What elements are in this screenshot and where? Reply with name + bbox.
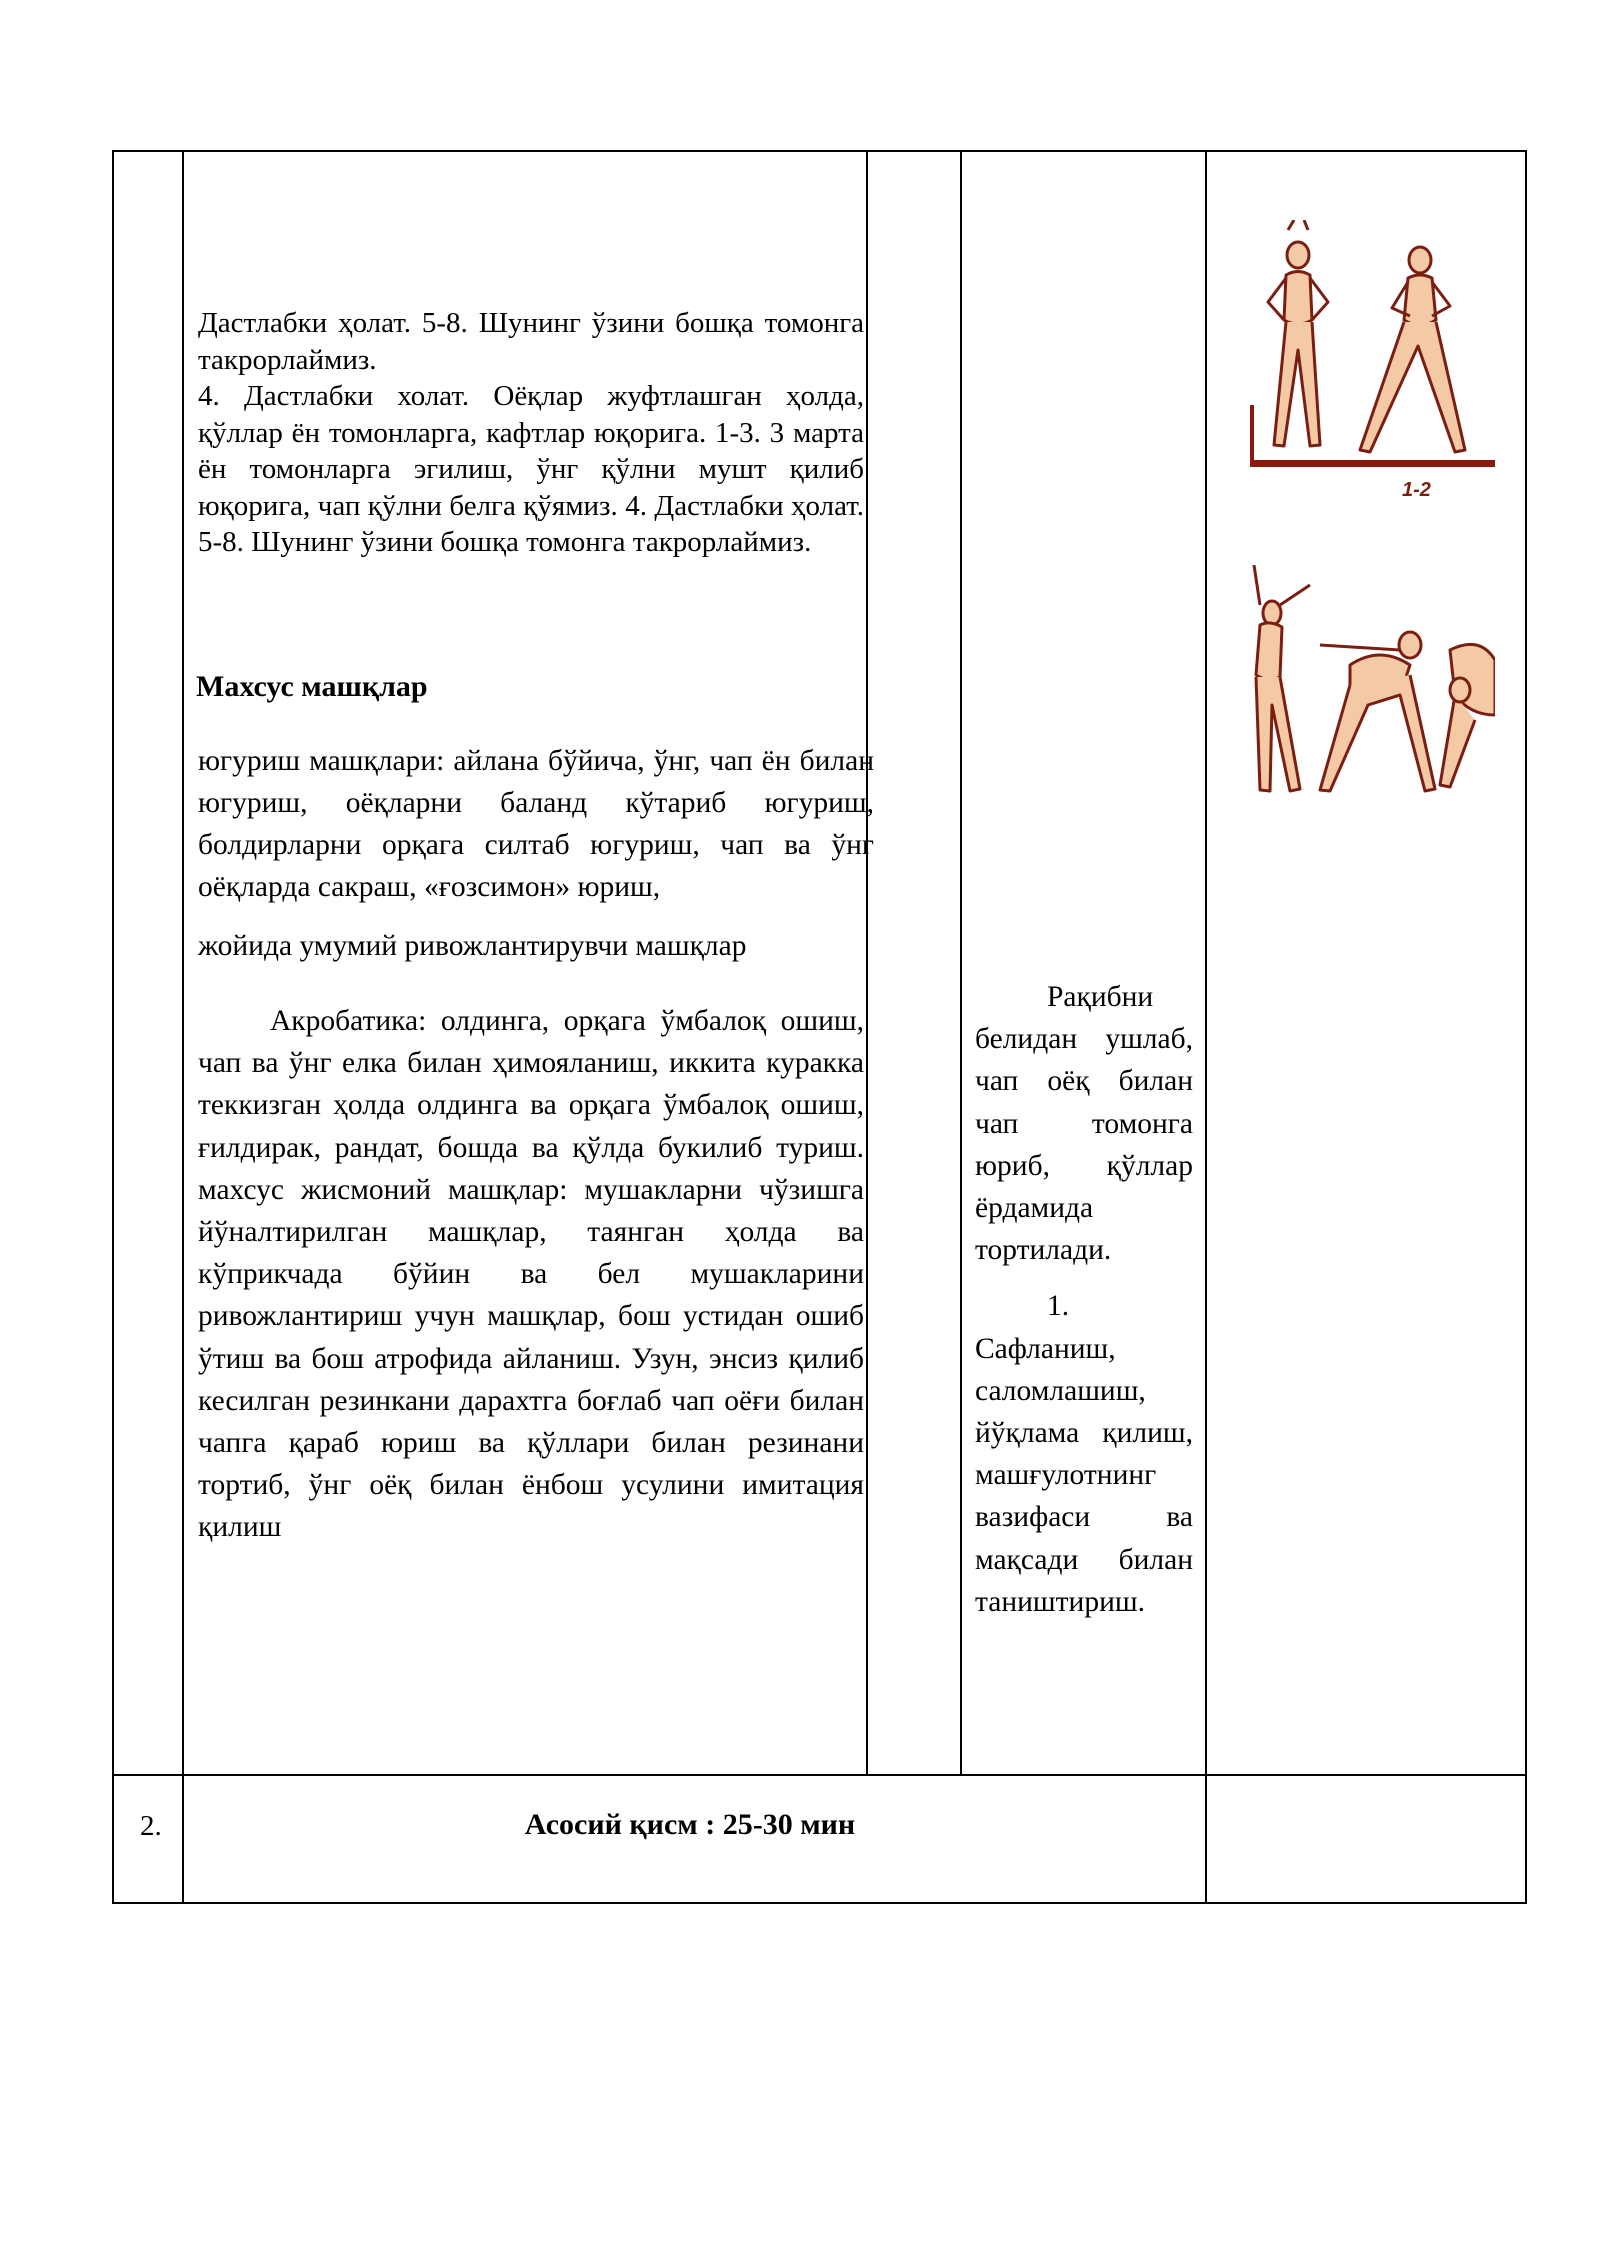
column-divider	[866, 150, 868, 1776]
lesson-table	[112, 150, 1527, 1904]
row-number: 2.	[140, 1810, 162, 1842]
table-top-border	[112, 150, 1527, 152]
table-bottom-border	[112, 1902, 1527, 1904]
note-number: 1.	[1047, 1290, 1070, 1323]
column-divider	[1205, 150, 1207, 1904]
special-exercises-heading: Махсус машқлар	[196, 670, 428, 703]
running-exercises-text: югуриш машқлари: айлана бўйича, ўнг, чап ён билан югуриш, оёқларни баланд кўтариб югуриш, болдирларни орқага силтаб югуриш, чап ва ўнг оёқларда сакраш, «ғозсимон» юриш,	[198, 745, 874, 903]
exercise-figure-side-bend	[1250, 220, 1495, 510]
general-exercises-text: жойида умумий ривожлантирувчи машқлар	[198, 930, 747, 962]
acrobatics-text	[198, 1000, 864, 1549]
exercise-figure-partner-bend	[1250, 565, 1495, 800]
prep-line-1: Дастлабки ҳолат. 5-8. Шунинг ўзини бошқа томонга такрорлаймиз.	[198, 307, 864, 376]
prep-line-2: 4. Дастлабки холат. Оёқлар жуфтлашган ҳолда, қўллар ён томонларга, кафтлар юқорига. 1-3. 3 марта ён томонларга эгилиш, ўнг қўлни мушт қилиб юқорига, чап қўлни белга қўямиз. 4. Дастлабки ҳолат. 5-8. Шунинг ўзини бошқа томонга такрорлаймиз.	[198, 380, 864, 558]
row-divider	[112, 1774, 1527, 1776]
figure-label: 1-2	[1402, 479, 1431, 501]
main-part-title: Асосий қисм : 25-30 мин	[524, 1808, 856, 1841]
note-formation: Сафланиш, саломлашиш, йўқлама қилиш, машғулотнинг вазифаси ва мақсади билан таништириш.	[975, 1332, 1193, 1618]
table-right-border	[1525, 150, 1527, 1904]
preparatory-exercises-text	[198, 305, 864, 561]
table-left-border	[112, 150, 114, 1904]
acrobatics-paragraph: Акробатика: олдинга, орқага ўмбалоқ ошиш, чап ва ўнг елка билан ҳимояланиш, иккита куракка теккизган ҳолда олдинга ва орқага ўмбалоқ ошиш, ғилдирак, рандат, бошда ва қўлда букилиб туриш. махсус жисмоний машқлар: мушакларни чўзишга йўналтирилган машқлар, таянган ҳолда ва кўприкчада бўйин ва бел мушакларини ривожлантириш учун машқлар, бош устидан ошиб ўтиш ва бош атрофида айланиш. Узун, энсиз қилиб кесилган резинкани дарахтга боғлаб чап оёғи билан чапга қараб юриш ва қўллари билан резинани тортиб, ўнг оёқ билан ёнбош усулини имитация қилиш	[198, 1005, 864, 1544]
methodical-notes	[975, 976, 1193, 1623]
column-divider	[182, 150, 184, 1904]
column-divider	[960, 150, 962, 1776]
note-partner-pull: Рақибни белидан ушлаб, чап оёқ билан чап томонга юриб, қўллар ёрдамида тортилади.	[975, 981, 1193, 1267]
